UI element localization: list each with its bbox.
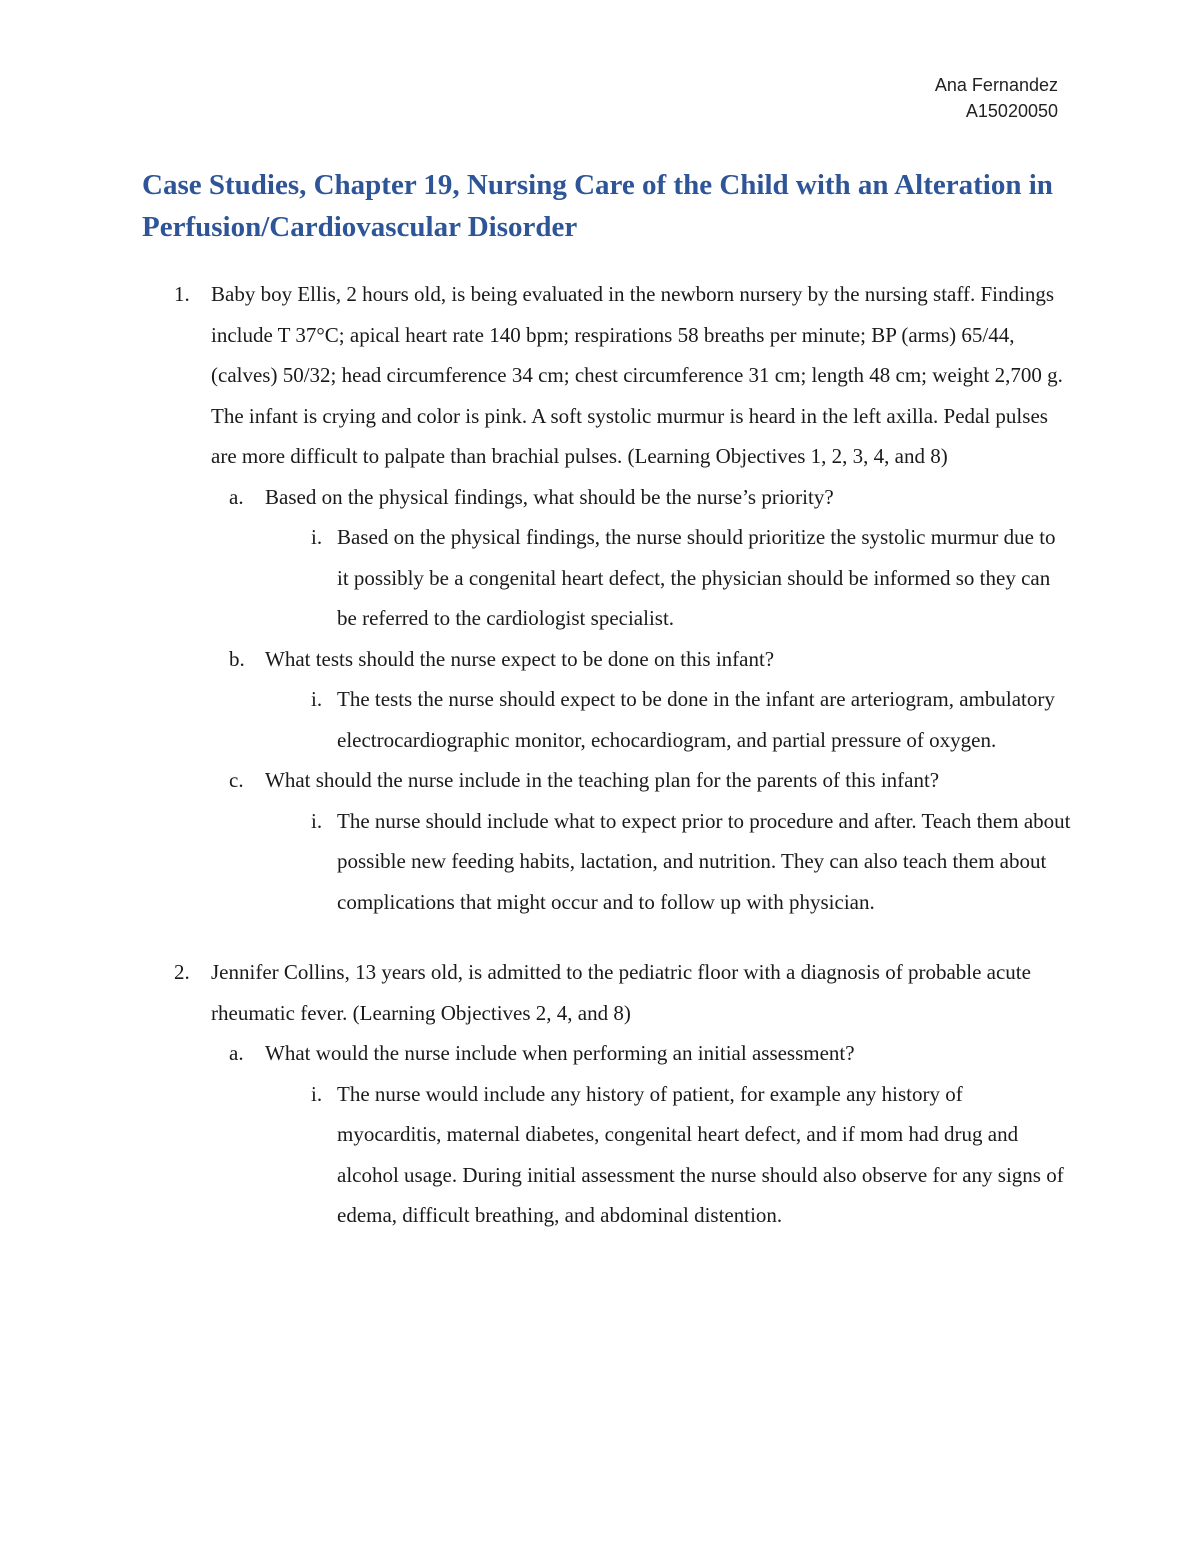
question-number: 2. bbox=[174, 960, 190, 984]
answer-marker: i. bbox=[311, 808, 323, 833]
answer-text: Based on the physical findings, the nurse should prioritize the systolic murmur due to it possibly be a congenital heart defect, the physician should be informed so they can be referred to the cardiologist specialist. bbox=[337, 525, 1056, 630]
answer-text: The tests the nurse should expect to be done in the infant are arteriogram, ambulatory electrocardiographic monitor, echocardiogram, and partial pressure of oxygen. bbox=[337, 687, 1055, 752]
sub-question-text: Based on the physical findings, what should be the nurse’s priority? bbox=[265, 484, 834, 509]
student-id: A15020050 bbox=[965, 101, 1058, 121]
sub-question-1a bbox=[211, 477, 1072, 639]
question-1 bbox=[142, 274, 1072, 922]
sub-question-2a bbox=[211, 1033, 1072, 1236]
sub-question-1b bbox=[211, 639, 1072, 761]
answer-marker: i. bbox=[311, 1081, 323, 1106]
sub-question-text: What should the nurse include in the teaching plan for the parents of this infant? bbox=[265, 768, 940, 792]
answer-1a bbox=[265, 517, 1072, 639]
answer-2a bbox=[265, 1074, 1072, 1236]
sub-question-text: What tests should the nurse expect to be done on this infant? bbox=[265, 646, 775, 671]
question-text: Baby boy Ellis, 2 hours old, is being evaluated in the newborn nursery by the nursing staff. Findings include T 37°C; apical heart rate 140 bpm; respirations 58 breaths per minute; BP (arms) 65/44, (calves) 50/32; head circumference 34 cm; chest circumference 31 cm; length 48 cm; weight 2,700 g. The infant is crying and color is pink. A soft systolic murmur is heard in the left axilla. Pedal pulses are more difficult to palpate than brachial pulses. (Learning Objectives 1, 2, 3, 4, and 8) bbox=[211, 282, 1063, 468]
answer-marker: i. bbox=[311, 525, 323, 549]
question-text: Jennifer Collins, 13 years old, is admitted to the pediatric floor with a diagnosis of probable acute rheumatic fever. (Learning Objectives 2, 4, and 8) bbox=[211, 960, 1031, 1025]
answer-1c bbox=[265, 801, 1072, 923]
document-title: Case Studies, Chapter 19, Nursing Care of the Child with an Alteration in Perfusion/Cardiovascular Disorder bbox=[142, 169, 1053, 243]
question-list bbox=[142, 274, 1072, 1236]
sub-question-letter: a. bbox=[229, 1041, 244, 1065]
question-2 bbox=[142, 952, 1072, 1236]
sub-question-letter: c. bbox=[229, 768, 244, 792]
document-header bbox=[935, 72, 1058, 124]
answer-1b bbox=[265, 679, 1072, 760]
sub-question-letter: b. bbox=[229, 646, 245, 671]
answer-text: The nurse would include any history of patient, for example any history of myocarditis, maternal diabetes, congenital heart defect, and if mom had drug and alcohol usage. During initial assessment the nurse should also observe for any signs of edema, difficult breathing, and abdominal distention. bbox=[337, 1081, 1064, 1227]
sub-question-1c bbox=[211, 760, 1072, 922]
answer-text: The nurse should include what to expect prior to procedure and after. Teach them about possible new feeding habits, lactation, and nutrition. They can also teach them about complications that might occur and to follow up with physician. bbox=[337, 808, 1071, 914]
author-name: Ana Fernandez bbox=[934, 75, 1058, 95]
sub-question-letter: a. bbox=[229, 484, 244, 509]
answer-marker: i. bbox=[311, 687, 323, 711]
question-number: 1. bbox=[174, 282, 190, 306]
sub-question-text: What would the nurse include when performing an initial assessment? bbox=[265, 1041, 855, 1065]
